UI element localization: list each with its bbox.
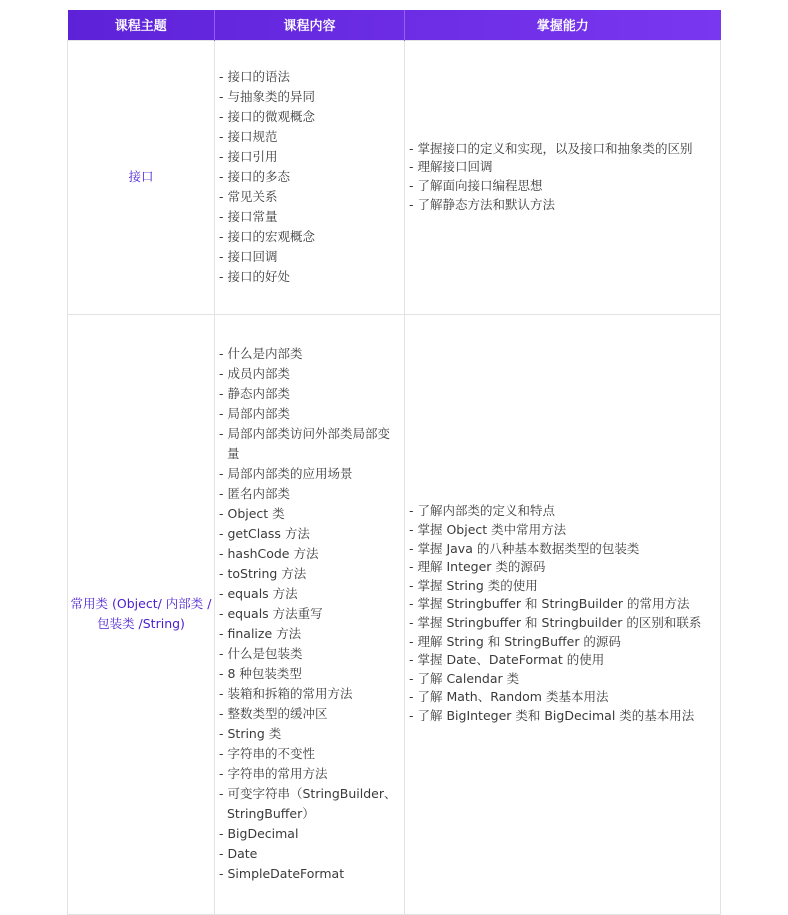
list-item: - 装箱和拆箱的常用方法 <box>219 686 353 701</box>
list-item: - 接口的语法 <box>219 69 290 84</box>
list-item: - hashCode 方法 <box>219 546 319 561</box>
header-skills: 掌握能力 <box>536 19 589 35</box>
skills-list <box>409 502 717 725</box>
list-item: - 常见关系 <box>219 189 278 204</box>
list-item: - 局部内部类的应用场景 <box>219 466 353 481</box>
content-cell <box>215 40 405 314</box>
list-item: - 掌握 String 类的使用 <box>409 577 538 593</box>
header-content: 课程内容 <box>215 10 405 40</box>
list-item: - 与抽象类的异同 <box>219 89 315 104</box>
list-item: - equals 方法重写 <box>219 606 323 621</box>
list-item: - 静态内部类 <box>219 386 290 401</box>
table-row <box>68 40 721 314</box>
list-item: - 掌握 Stringbuffer 和 Stringbuilder 的区别和联系 <box>409 615 702 630</box>
list-item: - 接口的微观概念 <box>219 109 315 124</box>
list-item: - 8 种包装类型 <box>219 666 302 681</box>
skills-list <box>409 140 717 214</box>
list-item: - 掌握 Stringbuffer 和 StringBuilder 的常用方法 <box>409 596 690 612</box>
list-item: - 了解内部类的定义和特点 <box>409 503 555 519</box>
list-item: - 什么是内部类 <box>219 346 303 361</box>
content-cell <box>215 314 405 914</box>
list-item: - 接口规范 <box>219 129 278 144</box>
list-item: - 了解面向接口编程思想 <box>409 178 543 193</box>
list-item: - 字符串的不变性 <box>219 746 315 761</box>
list-item: - toString 方法 <box>219 566 307 581</box>
list-item: - finalize 方法 <box>219 626 302 641</box>
list-item: - 了解 Math、Random 类基本用法 <box>409 689 609 705</box>
list-item: - 接口回调 <box>219 249 278 264</box>
list-item: - 局部内部类 <box>219 406 290 421</box>
topic-cell: 接口 <box>68 40 215 314</box>
content-list <box>219 67 401 287</box>
list-item: - 什么是包装类 <box>219 646 303 661</box>
table-header-row <box>68 10 721 40</box>
list-item: - equals 方法 <box>219 586 298 601</box>
list-item: - 局部内部类访问外部类局部变量 <box>219 426 390 461</box>
list-item: - 接口的多态 <box>219 169 290 184</box>
skills-cell <box>405 40 721 314</box>
list-item: - 可变字符串（StringBuilder、StringBuffer） <box>219 786 397 821</box>
content-list <box>219 344 401 884</box>
list-item: - 匿名内部类 <box>219 486 290 501</box>
list-item: - 字符串的常用方法 <box>219 766 328 781</box>
list-item: - 了解 Calendar 类 <box>409 670 520 686</box>
skills-cell <box>405 314 721 914</box>
list-item: - 掌握 Java 的八种基本数据类型的包装类 <box>409 540 640 556</box>
list-item: - 掌握 Object 类中常用方法 <box>409 522 567 538</box>
header-topic: 课程主题 <box>68 10 215 40</box>
list-item: - 理解 Integer 类的源码 <box>409 559 546 575</box>
topic-cell: 常用类 (Object/ 内部类 / 包装类 /String) <box>68 314 215 914</box>
list-item: - 理解接口回调 <box>409 159 493 175</box>
table-row <box>68 314 721 914</box>
list-item: - 整数类型的缓冲区 <box>219 706 328 721</box>
course-table <box>67 10 721 915</box>
list-item: - BigDecimal <box>219 826 299 841</box>
list-item: - 接口的好处 <box>219 269 290 284</box>
list-item: - 掌握 Date、DateFormat 的使用 <box>409 652 605 668</box>
list-item: - 了解 BigInteger 类和 BigDecimal 类的基本用法 <box>409 707 695 723</box>
list-item: - 接口引用 <box>219 149 278 164</box>
list-item: - Object 类 <box>219 506 285 521</box>
list-item: - Date <box>219 846 258 861</box>
list-item: - 了解静态方法和默认方法 <box>409 196 555 212</box>
list-item: - 接口的宏观概念 <box>219 229 315 244</box>
list-item: - 理解 String 和 StringBuffer 的源码 <box>409 633 621 649</box>
list-item: - getClass 方法 <box>219 526 310 541</box>
list-item: - 掌握接口的定义和实现，以及接口和抽象类的区别 <box>409 140 693 156</box>
list-item: - SimpleDateFormat <box>219 866 345 881</box>
list-item: - String 类 <box>219 726 282 741</box>
list-item: - 成员内部类 <box>219 366 290 381</box>
list-item: - 接口常量 <box>219 209 278 224</box>
